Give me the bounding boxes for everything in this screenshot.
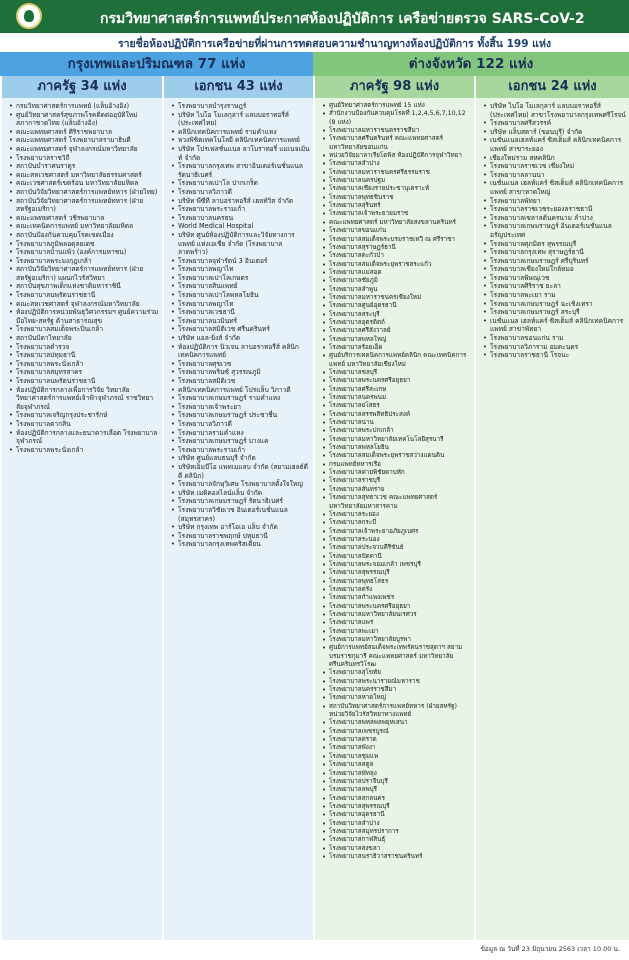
list-item: • บริษัท กรุงเทพ อาร์โอเอ แล็บ จำกัด	[178, 523, 310, 532]
list-item: • บริษัท แอล-ยิ่งส์ จำกัด	[178, 334, 310, 343]
list-item: • หน่วยวิจัยมาลาเรียโดพิส ห้องปฏิบัติการจุฬาวิทยา	[329, 152, 471, 160]
list-item: • โรงพยาบาลศรีสังวาลย์	[329, 327, 471, 335]
list-item: • โรงพยาบาลมหาราชนครศรีธรรมราช	[329, 169, 471, 177]
list-item: • โรงพยาบาลราชพฤกษ์ ปทุมธานี	[178, 532, 310, 541]
list-item: • บริษัท ไบโอ โมเลกุลาร์ แลบบอราทอรี่ส์ (ประเทศไทย) สาขาโรงพยาบาลกรุงเทพศรีโรจน์	[490, 102, 626, 119]
list-item: • โรงพยาบาลประจวบคีรีขันธ์	[329, 544, 471, 552]
list-item: • โรงพยาบาลพระรามเก้า	[178, 446, 310, 455]
column-heading-prov-public: ภาครัฐ 98 แห่ง	[313, 76, 474, 98]
list-item: • โรงพยาบาลนครธน	[178, 214, 310, 223]
list-item: • โรงพยาบาลราชเวช เชียงใหม่	[490, 162, 626, 171]
column-heading-bkk-public: ภาครัฐ 34 แห่ง	[0, 76, 162, 98]
list-item: • โรงพยาบาลสงขลา	[329, 845, 471, 853]
list-item: • โรงพยาบาลมหาราชนครราชสีมา	[329, 127, 471, 135]
list-item: • โรงพยาบาลศรีสวรรค์	[490, 119, 626, 128]
list-item: • โรงพยาบาลเพชรบูรณ์	[329, 728, 471, 736]
list-item: • โรงพยาบาลกรุงเทพ สุราษฎร์ธานี	[490, 248, 626, 257]
list-item: • สถาบันบำราศนราดูร	[16, 162, 159, 171]
list-item: • โรงพยาบาลเปาโลเกษตร	[178, 274, 310, 283]
list-item: • บริษัท แล็บสตาร์ (ขอนบุรี) จำกัด	[490, 128, 626, 137]
list-item: • ห้องปฏิบัติการกลางและธนาคารเลือด โรงพยาบาลจุฬาภรณ์	[16, 429, 159, 446]
list-item: • โรงพยาบาลระนอง	[329, 536, 471, 544]
list-item: • โรงพยาบาลพระนารายณ์มหาราช	[329, 678, 471, 686]
list-item: • ศูนย์การแพทย์สมเด็จพระเทพรัตนราชสุดาฯ สยามบรมราชกุมารี คณะแพทยศาสตร์ มหาวิทยาลัยศรีนครินทรวิโรฒ	[329, 644, 471, 669]
list-item: • โรงพยาบาลสมิติเวช	[178, 377, 310, 386]
list-item: • บริษัท ศูนย์แลบธนบุรี จำกัด	[178, 454, 310, 463]
list-item: • โรงพยาบาลวิชัยเวช อินเตอร์เนชั่นแนล (สมุทรสาคร)	[178, 506, 310, 523]
list-item: • ห้องปฏิบัติการกลางเพื่อการวิจัย วิทยาลัยวิทยาศาสตร์การแพทย์เจ้าฟ้าจุฬาภรณ์ ราชวิทยาลัยจุฬาภรณ์	[16, 386, 159, 412]
list-item: • โรงพยาบาลพระปกเกล้า	[329, 427, 471, 435]
list-item: • โรงพยาบาลลานนา	[490, 171, 626, 180]
list-item: • โรงพยาบาลราชวิถี	[16, 154, 159, 163]
list-item: • โรงพยาบาลมหาวิทยาลัยเทคโนโลยีสุรนารี	[329, 436, 471, 444]
list-item: • โรงพยาบาลน่าน	[329, 419, 471, 427]
list-item: • โรงพยาบาลเชียงรายประชานุเคราะห์	[329, 185, 471, 193]
list-item: • โรงพยาบาลสุรินทร์	[329, 202, 471, 210]
list-item: • โรงพยาบาลพระนครศรีอยุธยา	[329, 377, 471, 385]
list-item: • โรงพยาบาลอุตรดิตถ์	[329, 319, 471, 327]
list-item: • ห้องปฏิบัติการ นิวเจน ลาบอราทอรีส์ คลินิกเทคนิคการแพทย์	[178, 343, 310, 360]
list-item: • โรงพยาบาลพิษณุเวช	[490, 274, 626, 283]
list-item: • โรงพยาบาลราชธานี โรจนะ	[490, 351, 626, 360]
list-item: • โรงพยาบาลชุมแพ	[329, 753, 471, 761]
list-item: • โรงพยาบาลราชบุรี	[329, 477, 471, 485]
list-item: • โรงพยาบาลปทุมธานี	[16, 351, 159, 360]
region-bangkok: กรุงเทพและปริมณฑล 77 แห่ง	[0, 52, 313, 76]
list-item: • สถาบันบิดาไทยาลัย	[16, 334, 159, 343]
list-item: • โรงพยาบาลตะกั่วป่า	[329, 252, 471, 260]
list-item: • โรงพยาบาลสินแพทย์	[178, 282, 310, 291]
list-item: • สถาบันวิจัยวิทยาศาสตร์การแพทย์ทหาร (ฝ่ายสหรัฐอเมริกา) แผนกไวรัสวิทยา	[16, 265, 159, 282]
list-item: • คณะแพทยศาสตร์ โรงพยาบาลรามาธิบดี	[16, 136, 159, 145]
list-item: • World Medical Hospital	[178, 222, 310, 231]
list-item: • คณะแพทยศาสตร์ มหาวิทยาลัยสงขลานครินทร์	[329, 219, 471, 227]
list-item: • โรงพยาบาลเกษมราษฎร์ สระบุรี	[490, 308, 626, 317]
list-item: • โรงพยาบาลพุทธโสธร	[329, 578, 471, 586]
list-item: • โรงพยาบาลสุพรรณบุรี	[329, 569, 471, 577]
list-item: • โรงพยาบาลมหาวิทยาลัยบูรพา	[329, 636, 471, 644]
list-item: • โรงพยาบาลสมิติเวช ศรีนครินทร์	[178, 325, 310, 334]
list-item: • โรงพยาบาลพญาไท	[178, 300, 310, 309]
list-item: • โรงพยาบาลภูมิพลอดุลยเดช	[16, 240, 159, 249]
list-item: • โรงพยาบาลศุภมิตร สุพรรณบุรี	[490, 240, 626, 249]
list-item: • โรงพยาบาลเกษมราษฎร์ บางแค	[178, 437, 310, 446]
list-item: • โรงพยาบาลกำแพงเพชร	[329, 594, 471, 602]
list-item: • โรงพยาบาลสมเด็จพระยุพราชสระแก้ว	[329, 261, 471, 269]
list-item: • บริษัท ไบโอ โมเลกุลาร์ แลบบอราทอรี่ส์ (ประเทศไทย)	[178, 111, 310, 128]
list-item: • โรงพยาบาลนวมินทร์	[178, 317, 310, 326]
list-item: • โรงพยาบาลจักษุวิเศษ โรงพยาบาลตั้งใจใหญ่	[178, 480, 310, 489]
list-item: • โรงพยาบาลบำรุงราษฎร์	[178, 102, 310, 111]
list-bkk-public	[0, 98, 162, 940]
list-item: • โรงพยาบาลสันทราย	[329, 486, 471, 494]
list-item: • โรงพยาบาลเจริญกรุงประชารักษ์	[16, 411, 159, 420]
list-item: • คณะสหเวชศาสตร์ มหาวิทยาลัยธรรมศาสตร์	[16, 171, 159, 180]
list-item: • โรงพยาบาลศูนย์อุดรธานี	[329, 302, 471, 310]
list-item: • โรงพยาบาลนครปฐม	[329, 177, 471, 185]
list-prov-public	[313, 98, 474, 940]
list-item: • โรงพยาบาลเกษมราษฎร์ รามคำแหง	[178, 394, 310, 403]
list-item: • โรงพยาบาลพระรามเก้า	[178, 205, 310, 214]
page-title: กรมวิทยาศาสตร์การแพทย์ประกาศห้องปฏิบัติการ เครือข่ายตรวจ SARS-CoV-2	[100, 11, 585, 27]
list-bkk-private	[162, 98, 313, 940]
list-item: • โรงพยาบาลเจ้าพระยายมราช	[329, 210, 471, 218]
list-item: • โรงพยาบาลตรัง	[329, 586, 471, 594]
list-item: • โรงพยาบาลตากสิน	[16, 420, 159, 429]
list-item: • โรงพยาบาลเกษมราษฎร์ อินเตอร์เนชั่นแนล อรัญประเทศ	[490, 222, 626, 239]
list-item: • โรงพยาบาลสระบุรี	[329, 311, 471, 319]
list-item: • โรงพยาบาลเกษมราษฎร์ ฉะเชิงเทรา	[490, 300, 626, 309]
list-item: • โรงพยาบาลนพรัตนราชธานี	[16, 377, 159, 386]
list-item: • โรงพยาบาลชลบุรี	[329, 369, 471, 377]
list-item: • บริษัท พีซีที ลาบอราทอรีส์ เฮลท์วิส จำกัด	[178, 197, 310, 206]
list-item: • โรงพยาบาลนครราชสีมา	[329, 686, 471, 694]
list-item: • โรงพยาบาลเปาโลพหลโยธิน	[178, 291, 310, 300]
dmsc-logo-icon	[16, 3, 42, 29]
list-item: • โรงพยาบาลอุดรธานี	[329, 811, 471, 819]
list-item: • โรงพยาบาลพระมงกุฎเกล้า	[16, 257, 159, 266]
list-item: • โรงพยาบาลศรีนครินทร์ คณะแพทยศาสตร์ มหาวิทยาลัยขอนแก่น	[329, 135, 471, 152]
list-item: • โรงพยาบาลพหลโยธิน	[329, 444, 471, 452]
list-item: • โรงพยาบาลมหาวิทยาลัยนเรศวร	[329, 611, 471, 619]
list-item: • โรงพยาบาลลำปาง	[329, 160, 471, 168]
list-item: • โรงพยาบาลเกษมราษฎร์ รัตนาธิเบศร์	[178, 497, 310, 506]
list-item: • โรงพยาบาลพัทลุง	[329, 770, 471, 778]
column-heading-bkk-private: เอกชน 43 แห่ง	[162, 76, 313, 98]
list-item: • เนชั่นแนล เฮลท์แคร์ ซิสเต็มส์ คลินิกเทคนิคการแพทย์ สาขาหาดใหญ่	[490, 179, 626, 196]
list-item: • โรงพยาบาลสุพรรณบุรี	[329, 803, 471, 811]
list-item: • โรงพยาบาลศุขเวช	[178, 360, 310, 369]
list-item: • บริษัท เมดิคอลไลน์แล็บ จำกัด	[178, 489, 310, 498]
list-item: • โรงพยาบาลพังงา	[329, 744, 471, 752]
list-item: • โรงพยาบาลศิริราช ยะลา	[490, 282, 626, 291]
list-item: • โรงพยาบาลระยอง	[329, 511, 471, 519]
list-item: • สถาบันวิจัยวิทยาศาสตร์การแพทย์ทหาร (ฝ่ายสหรัฐอเมริกา)	[16, 197, 159, 214]
list-item: • โรงพยาบาลกรุงเทพคริสเตียน	[178, 540, 310, 549]
list-item: • โรงพยาบาลสมเด็จพระปิ่นเกล้า	[16, 325, 159, 334]
list-item: • โรงพยาบาลพระนั่งเกล้า	[16, 360, 159, 369]
list-item: • สถาบันวิจัยวิทยาศาสตร์การแพทย์ทหาร (ฝ่ายไทย)	[16, 188, 159, 197]
list-item: • โรงพยาบาลบ้านแพ้ว (องค์การมหาชน)	[16, 248, 159, 257]
list-item: • สถาบันป้องกันควบคุมโรคเขตเมือง	[16, 231, 159, 240]
list-item: • ศูนย์วิทยาศาสตร์การแพทย์ 15 แห่ง	[329, 102, 471, 110]
list-item: • กรมแพทย์ทหารเรือ	[329, 461, 471, 469]
list-item: • โรงพยาบาลพหลใหญ่	[329, 336, 471, 344]
list-item: • หวงพิชิตเทคโนโลยี คลินิกเทคนิคการแพทย์	[178, 136, 310, 145]
list-item: • โรงพยาบาลพระจอมเกล้า เพชรบุรี	[329, 561, 471, 569]
list-item: • โรงพยาบาลเวชธานี	[178, 308, 310, 317]
list-item: • โรงพยาบาลพญาไท	[178, 265, 310, 274]
list-item: • สำนักงานป้องกันควบคุมโรคที่ 1,2,4,5,6,7,10,12 (8 แห่ง)	[329, 110, 471, 127]
list-item: • โรงพยาบาลนราธิวาสราชนครินทร์	[329, 853, 471, 861]
list-item: • เชียงใหม่ราม สหคลินิก	[490, 154, 626, 163]
list-item: • โรงพยาบาลสุทธาเวช คณะแพทยศาสตร์ มหาวิทยาลัยมหาสารคาม	[329, 494, 471, 511]
list-item: • โรงพยาบาลลำพูน	[329, 286, 471, 294]
list-item: • โรงพยาบาลตราด	[329, 736, 471, 744]
list-item: • โรงพยาบาลสรรพสิทธิประสงค์	[329, 411, 471, 419]
list-item: • โรงพยาบาลจุฬารัตน์ 3 อินเตอร์	[178, 257, 310, 266]
list-item: • โรงพยาบาลสุราษฎร์ธานี	[329, 244, 471, 252]
list-item: • โรงพยาบาลแม่สอด	[329, 269, 471, 277]
list-item: • โรงพยาบาลสมเด็จพระบรมราชเทวี ณ ศรีราชา	[329, 236, 471, 244]
list-item: • เนชั่นแนล เฮลท์แคร์ ซิสเต็มส์ คลินิกเทคนิคการแพทย์ สาขาพัทยา	[490, 317, 626, 334]
list-item: • ศูนย์วิทยาศาสตร์สุขภาพโรคติดต่ออุบัติใหม่ สภากาชาดไทย (แล็บอ้างอิง)	[16, 111, 159, 128]
list-item: • โรงพยาบาลเจ้าพระยา	[178, 403, 310, 412]
list-item: • เนชั่นแนลเฮลท์แคร์ ซิสเต็มส์ คลินิกเทคนิคการแพทย์ สาขาระยอง	[490, 136, 626, 153]
list-prov-private	[474, 98, 629, 940]
list-item: • โรงพยาบาลสตูล	[329, 761, 471, 769]
list-item: • ห้องปฏิบัติการหน่วยพันธุวิศวกรรมฯ ศูนย์ความร่วมมือไทย-สหรัฐ ด้านสาธารณสุข	[16, 308, 159, 325]
list-item: • โรงพยาบาลรามคำแหง	[178, 429, 310, 438]
list-item: • โรงพยาบาลเชียงใหม่ใกล้หมอ	[490, 265, 626, 274]
list-item: • โรงพยาบาลร้อยเอ็ด	[329, 344, 471, 352]
list-item: • โรงพยาบาลนครพนม	[329, 394, 471, 402]
list-item: • บริษัท ศูนย์ห้องปฏิบัติการและวิจัยทางการแพทย์ แห่งเอเชีย จำกัด (โรงพยาบาลลาดพร้าว)	[178, 231, 310, 257]
list-item: • บริษัท โปรเฟสชั่นแนล ลาโบราทอรี่ แมเนจเม้นท์ จำกัด	[178, 145, 310, 162]
list-item: • โรงพยาบาลศรีสะเกษ	[329, 386, 471, 394]
list-item: • โรงพยาบาลค่ายพิชัยดาบหัก	[329, 469, 471, 477]
list-item: • โรงพยาบาลเจ้าพระยาอภัยภูเบศร	[329, 528, 471, 536]
list-item: • โรงพยาบาลพรินซ์ สุวรรณภูมิ	[178, 368, 310, 377]
list-item: • สถาบันวิทยาศาสตร์การแพทย์ทหาร (ฝ่ายสหรัฐ) หน่วยวิจัยไวรัสวิทยาทางแพทย์	[329, 703, 471, 720]
list-item: • โรงพยาบาลมหาราชนครเชียงใหม่	[329, 294, 471, 302]
list-item: • คณะเวชศาสตร์เขตร้อน มหาวิทยาลัยมหิดล	[16, 179, 159, 188]
list-item: • โรงพยาบาลกาฬสินธุ์	[329, 836, 471, 844]
list-item: • โรงพยาบาลราชเวชระยองลราชธานี	[490, 205, 626, 214]
list-item: • โรงพยาบาลเกษมราษฎร์ ประชาชื่น	[178, 411, 310, 420]
column-heading-prov-private: เอกชน 24 แห่ง	[474, 76, 629, 98]
list-item: • โรงพยาบาลกรุงเทพ สาขาอินเตอร์เนชั่นแนล รัตนาธิเบศร์	[178, 162, 310, 179]
list-item: • โรงพยาบาลลำปาง	[329, 820, 471, 828]
list-item: • โรงพยาบาลขอนแก่น	[329, 227, 471, 235]
list-item: • โรงพยาบาลชัยภูมิ	[329, 277, 471, 285]
list-item: • โรงพยาบาลขอนแก่น ราม	[490, 334, 626, 343]
list-item: • โรงพยาบาลพะเยา ราม	[490, 291, 626, 300]
region-provinces: ต่างจังหวัด 122 แห่ง	[313, 52, 629, 76]
list-item: • คลินิกเทคนิคการแพทย์ โปรแล็บ วิภาวดี	[178, 386, 310, 395]
list-item: • กรมวิทยาศาสตร์การแพทย์ (แล็บอ้างอิง)	[16, 102, 159, 111]
list-item: • คลินิกเทคนิคการแพทย์ รามคำแหง	[178, 128, 310, 137]
list-item: • โรงพยาบาลปราจีนบุรี	[329, 778, 471, 786]
list-item: • โรงพยาบาลสมุทรสาคร	[16, 368, 159, 377]
list-item: • โรงพยาบาลยโสธร	[329, 402, 471, 410]
list-item: • คณะแพทยศาสตร์ ศิริราชพยาบาล	[16, 128, 159, 137]
list-item: • โรงพยาบาลสมเด็จพระยุพราชสว่างแดนดิน	[329, 452, 471, 460]
list-item: • โรงพยาบาลเซลาลต้นครนาม ลำปาง	[490, 214, 626, 223]
list-item: • โรงพยาบาลปัตตานี	[329, 553, 471, 561]
list-item: • โรงพยาบาลวิภาวดี	[178, 420, 310, 429]
list-item: • โรงพยาบาลเกษมราษฎร์ ศรีบุรินทร์	[490, 257, 626, 266]
list-item: • ศูนย์บริการเทคนิคการแพทย์คลินิก คณะเทคนิคการแพทย์ มหาวิทยาลัยเชียงใหม่	[329, 352, 471, 369]
list-item: • โรงพยาบาลกระบี่	[329, 519, 471, 527]
list-item: • โรงพยาบาลสกลนคร	[329, 795, 471, 803]
footer-note: ข้อมูล ณ วันที่ 23 มิถุนายน 2563 เวลา 10.00 น.	[480, 945, 620, 953]
list-item: • โรงพยาบาลตำรวจ	[16, 343, 159, 352]
list-item: • โรงพยาบาลสุโขทัย	[329, 669, 471, 677]
list-item: • โรงพยาบาลพระนครศรีอยุธยา	[329, 603, 471, 611]
list-item: • คณะเทคนิคการแพทย์ มหาวิทยาลัยมหิดล	[16, 222, 159, 231]
page-subtitle: รายชื่อห้องปฏิบัติการเครือข่ายที่ผ่านการทดสอบความชำนาญทางห้องปฏิบัติการ ทั้งสิ้น 199 แห่ง	[117, 38, 552, 50]
list-item: • โรงพยาบาลพะเยา	[329, 628, 471, 636]
list-item: • โรงพยาบาลพหลพลพยุหเสนา	[329, 719, 471, 727]
list-item: • โรงพยาบาลพุทธชินราช	[329, 194, 471, 202]
list-item: • โรงพยาบาลสมุทรปราการ	[329, 828, 471, 836]
list-item: • คณะแพทยศาสตร์ จุฬาลงกรณ์มหาวิทยาลัย	[16, 145, 159, 154]
list-item: • โรงพยาบาลวิภาวดี	[178, 188, 310, 197]
list-item: • โรงพยาบาลลพบุรี	[329, 786, 471, 794]
list-item: • โรงพยาบาลเปาโล ปากเกร็ด	[178, 179, 310, 188]
header-bar	[0, 0, 629, 33]
list-item: • สถาบันสุขภาพเด็กแห่งชาติมหาราชินี	[16, 282, 159, 291]
list-item: • โรงพยาบาลวิภาราม อมตะนคร	[490, 343, 626, 352]
list-item: • โรงพยาบาลหาดใหญ่	[329, 694, 471, 702]
list-item: • โรงพยาบาลแพร่	[329, 619, 471, 627]
list-item: • คณะแพทยศาสตร์ วชิรพยาบาล	[16, 214, 159, 223]
list-item: • โรงพยาบาลพัทยา	[490, 197, 626, 206]
list-item: • โรงพยาบาลนพรัตนราชธานี	[16, 291, 159, 300]
list-item: • คณะสหเวชศาสตร์ จุฬาลงกรณ์มหาวิทยาลัย	[16, 300, 159, 309]
list-item: • บริษัทเอ็มบีโอ แพทเมแลบ จำกัด (สยามเฮลธ์ดีดี คลินิก)	[178, 463, 310, 480]
list-item: • โรงพยาบาลพระนั่งเกล้า	[16, 446, 159, 455]
